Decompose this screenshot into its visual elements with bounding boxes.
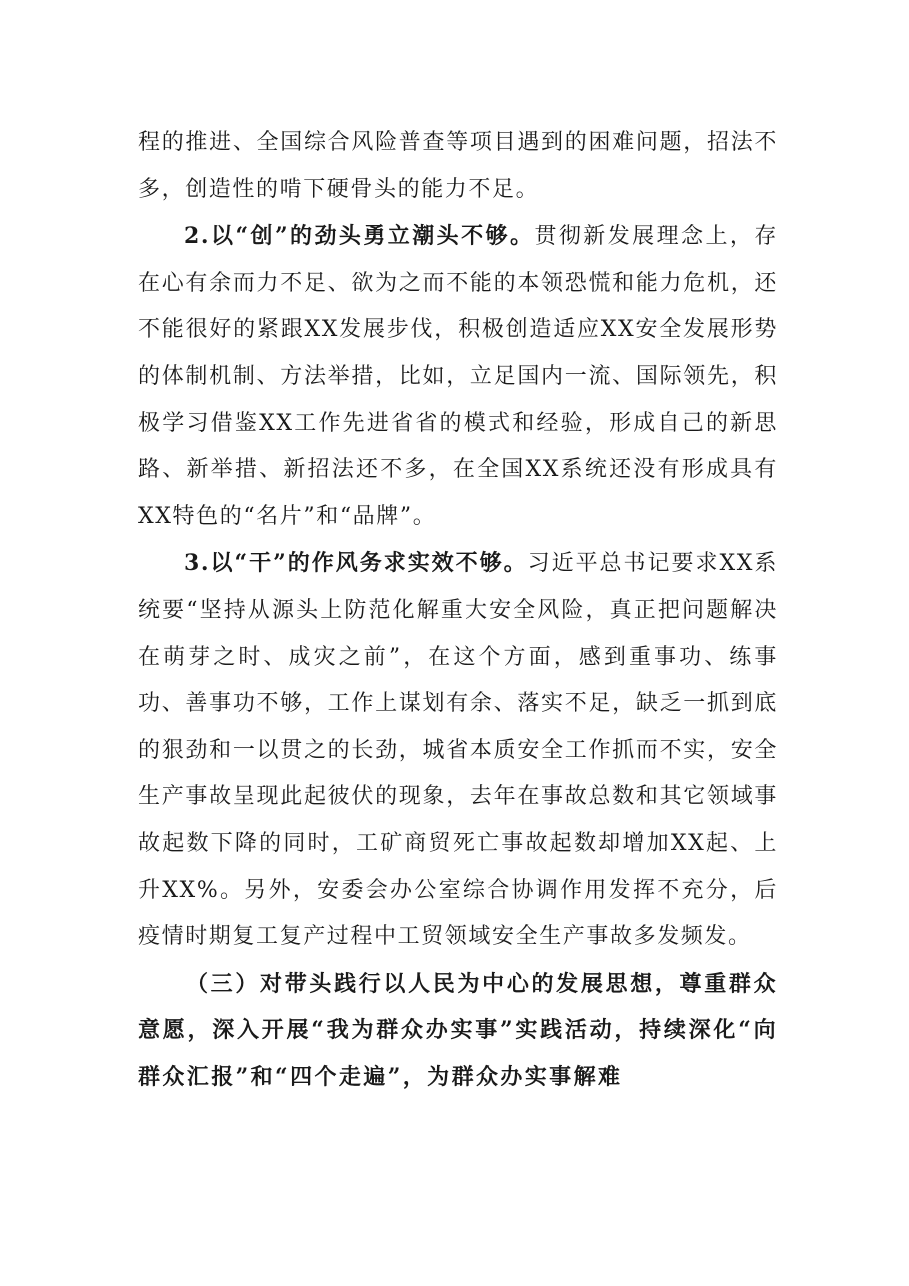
paragraph-item-2 (138, 213, 778, 540)
section-three-heading-text: （三）对带头践行以人民为中心的发展思想，尊重群众意愿，深入开展“我为群众办实事”实践活动，持续深化“向群众汇报”和“四个走遍”，为群众办实事解难 (138, 970, 778, 1090)
item-3-heading: 3.以“干”的作风务求实效不够。 (184, 550, 528, 577)
document-body (138, 120, 778, 1100)
paragraph-text: 程的推进、全国综合风险普查等项目遇到的困难问题，招法不多，创造性的啃下硬骨头的能力不足。 (138, 130, 778, 202)
item-3-text: 习近平总书记要求XX系统要“坚持从源头上防范化解重大安全风险，真正把问题解决在萌芽之时、成灾之前”，在这个方面，感到重事功、练事功、善事功不够，工作上谋划有余、落实不足，缺乏一抓到底的狠劲和一以贯之的长劲，城省本质安全工作抓而不实，安全生产事故呈现此起彼伏的现象，去年在事故总数和其它领域事故起数下降的同时，工矿商贸死亡事故起数却增加XX起、上升XX%。另外，安委会办公室综合协调作用发挥不充分，后疫情时期复工复产过程中工贸领域安全生产事故多发频发。 (138, 551, 778, 950)
item-2-heading: 2.以“创”的劲头勇立潮头不够。 (184, 223, 535, 250)
item-2-text: 贯彻新发展理念上，存在心有余而力不足、欲为之而不能的本领恐慌和能力危机，还不能很好的紧跟XX发展步伐，积极创造适应XX安全发展形势的体制机制、方法举措，比如，立足国内一流、国际领先，积极学习借鉴XX工作先进省省的模式和经验，形成自己的新思路、新举措、新招法还不多，在全国XX系统还没有形成具有XX特色的“名片”和“品牌”。 (138, 224, 778, 529)
paragraph-continuation (138, 120, 778, 213)
section-heading-three (138, 961, 778, 1101)
paragraph-item-3 (138, 540, 778, 960)
